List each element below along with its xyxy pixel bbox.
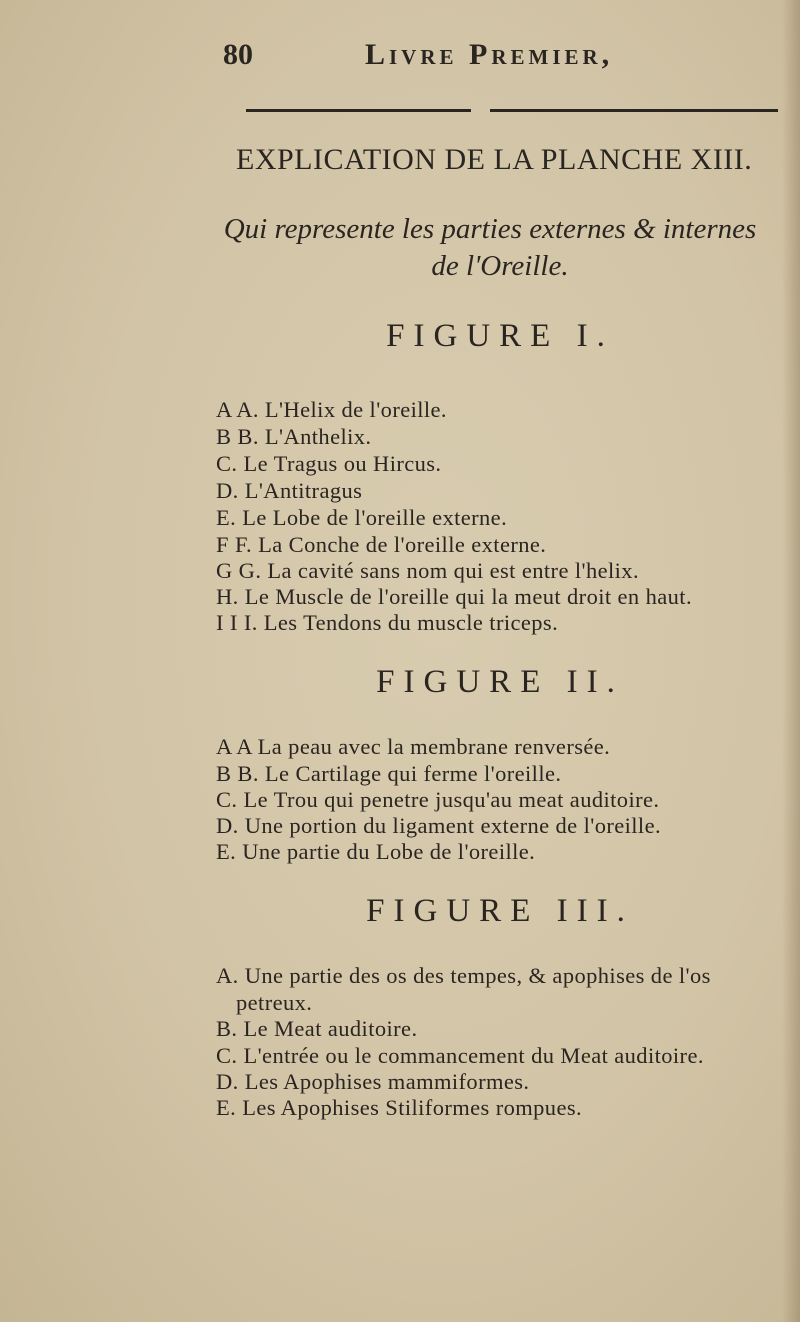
running-head: Livre Premier, bbox=[365, 38, 614, 71]
legend-entry: B B. Le Cartilage qui ferme l'oreille. bbox=[216, 761, 562, 786]
legend-entry: A A La peau avec la membrane renversée. bbox=[216, 734, 611, 759]
legend-entry: F F. La Conche de l'oreille externe. bbox=[216, 532, 547, 557]
figure-2-heading: FIGURE II. bbox=[376, 664, 624, 700]
legend-entry: C. L'entrée ou le commancement du Meat auditoire. bbox=[216, 1043, 704, 1068]
legend-entry: E. Le Lobe de l'oreille externe. bbox=[216, 505, 508, 530]
legend-entry: I I I. Les Tendons du muscle triceps. bbox=[216, 610, 559, 635]
legend-entry: A A. L'Helix de l'oreille. bbox=[216, 397, 447, 422]
legend-entry: G G. La cavité sans nom qui est entre l'helix. bbox=[216, 558, 639, 583]
header-rule-right bbox=[490, 109, 778, 112]
subtitle-line-1: Qui represente les parties externes & internes bbox=[223, 213, 757, 245]
legend-entry: B. Le Meat auditoire. bbox=[216, 1016, 418, 1041]
page-edge-shadow bbox=[782, 0, 800, 1322]
legend-entry: A. Une partie des os des tempes, & apophises de l'os bbox=[216, 963, 711, 988]
legend-entry: E. Une partie du Lobe de l'oreille. bbox=[216, 839, 536, 864]
subtitle-line-2: de l'Oreille. bbox=[431, 250, 569, 282]
legend-entry-continuation: petreux. bbox=[236, 990, 313, 1015]
legend-entry: C. Le Tragus ou Hircus. bbox=[216, 451, 442, 476]
page-number: 80 bbox=[223, 38, 253, 71]
legend-entry: D. L'Antitragus bbox=[216, 478, 363, 503]
legend-entry: D. Une portion du ligament externe de l'oreille. bbox=[216, 813, 661, 838]
legend-entry: B B. L'Anthelix. bbox=[216, 424, 372, 449]
legend-entry: E. Les Apophises Stiliformes rompues. bbox=[216, 1095, 583, 1120]
legend-entry: C. Le Trou qui penetre jusqu'au meat auditoire. bbox=[216, 787, 660, 812]
figure-3-heading: FIGURE III. bbox=[366, 893, 634, 929]
figure-1-heading: FIGURE I. bbox=[386, 318, 614, 354]
legend-entry: H. Le Muscle de l'oreille qui la meut droit en haut. bbox=[216, 584, 692, 609]
plate-title: EXPLICATION DE LA PLANCHE XIII. bbox=[236, 143, 753, 176]
header-rule-left bbox=[246, 109, 471, 112]
legend-entry: D. Les Apophises mammiformes. bbox=[216, 1069, 530, 1094]
page-header bbox=[220, 38, 780, 78]
